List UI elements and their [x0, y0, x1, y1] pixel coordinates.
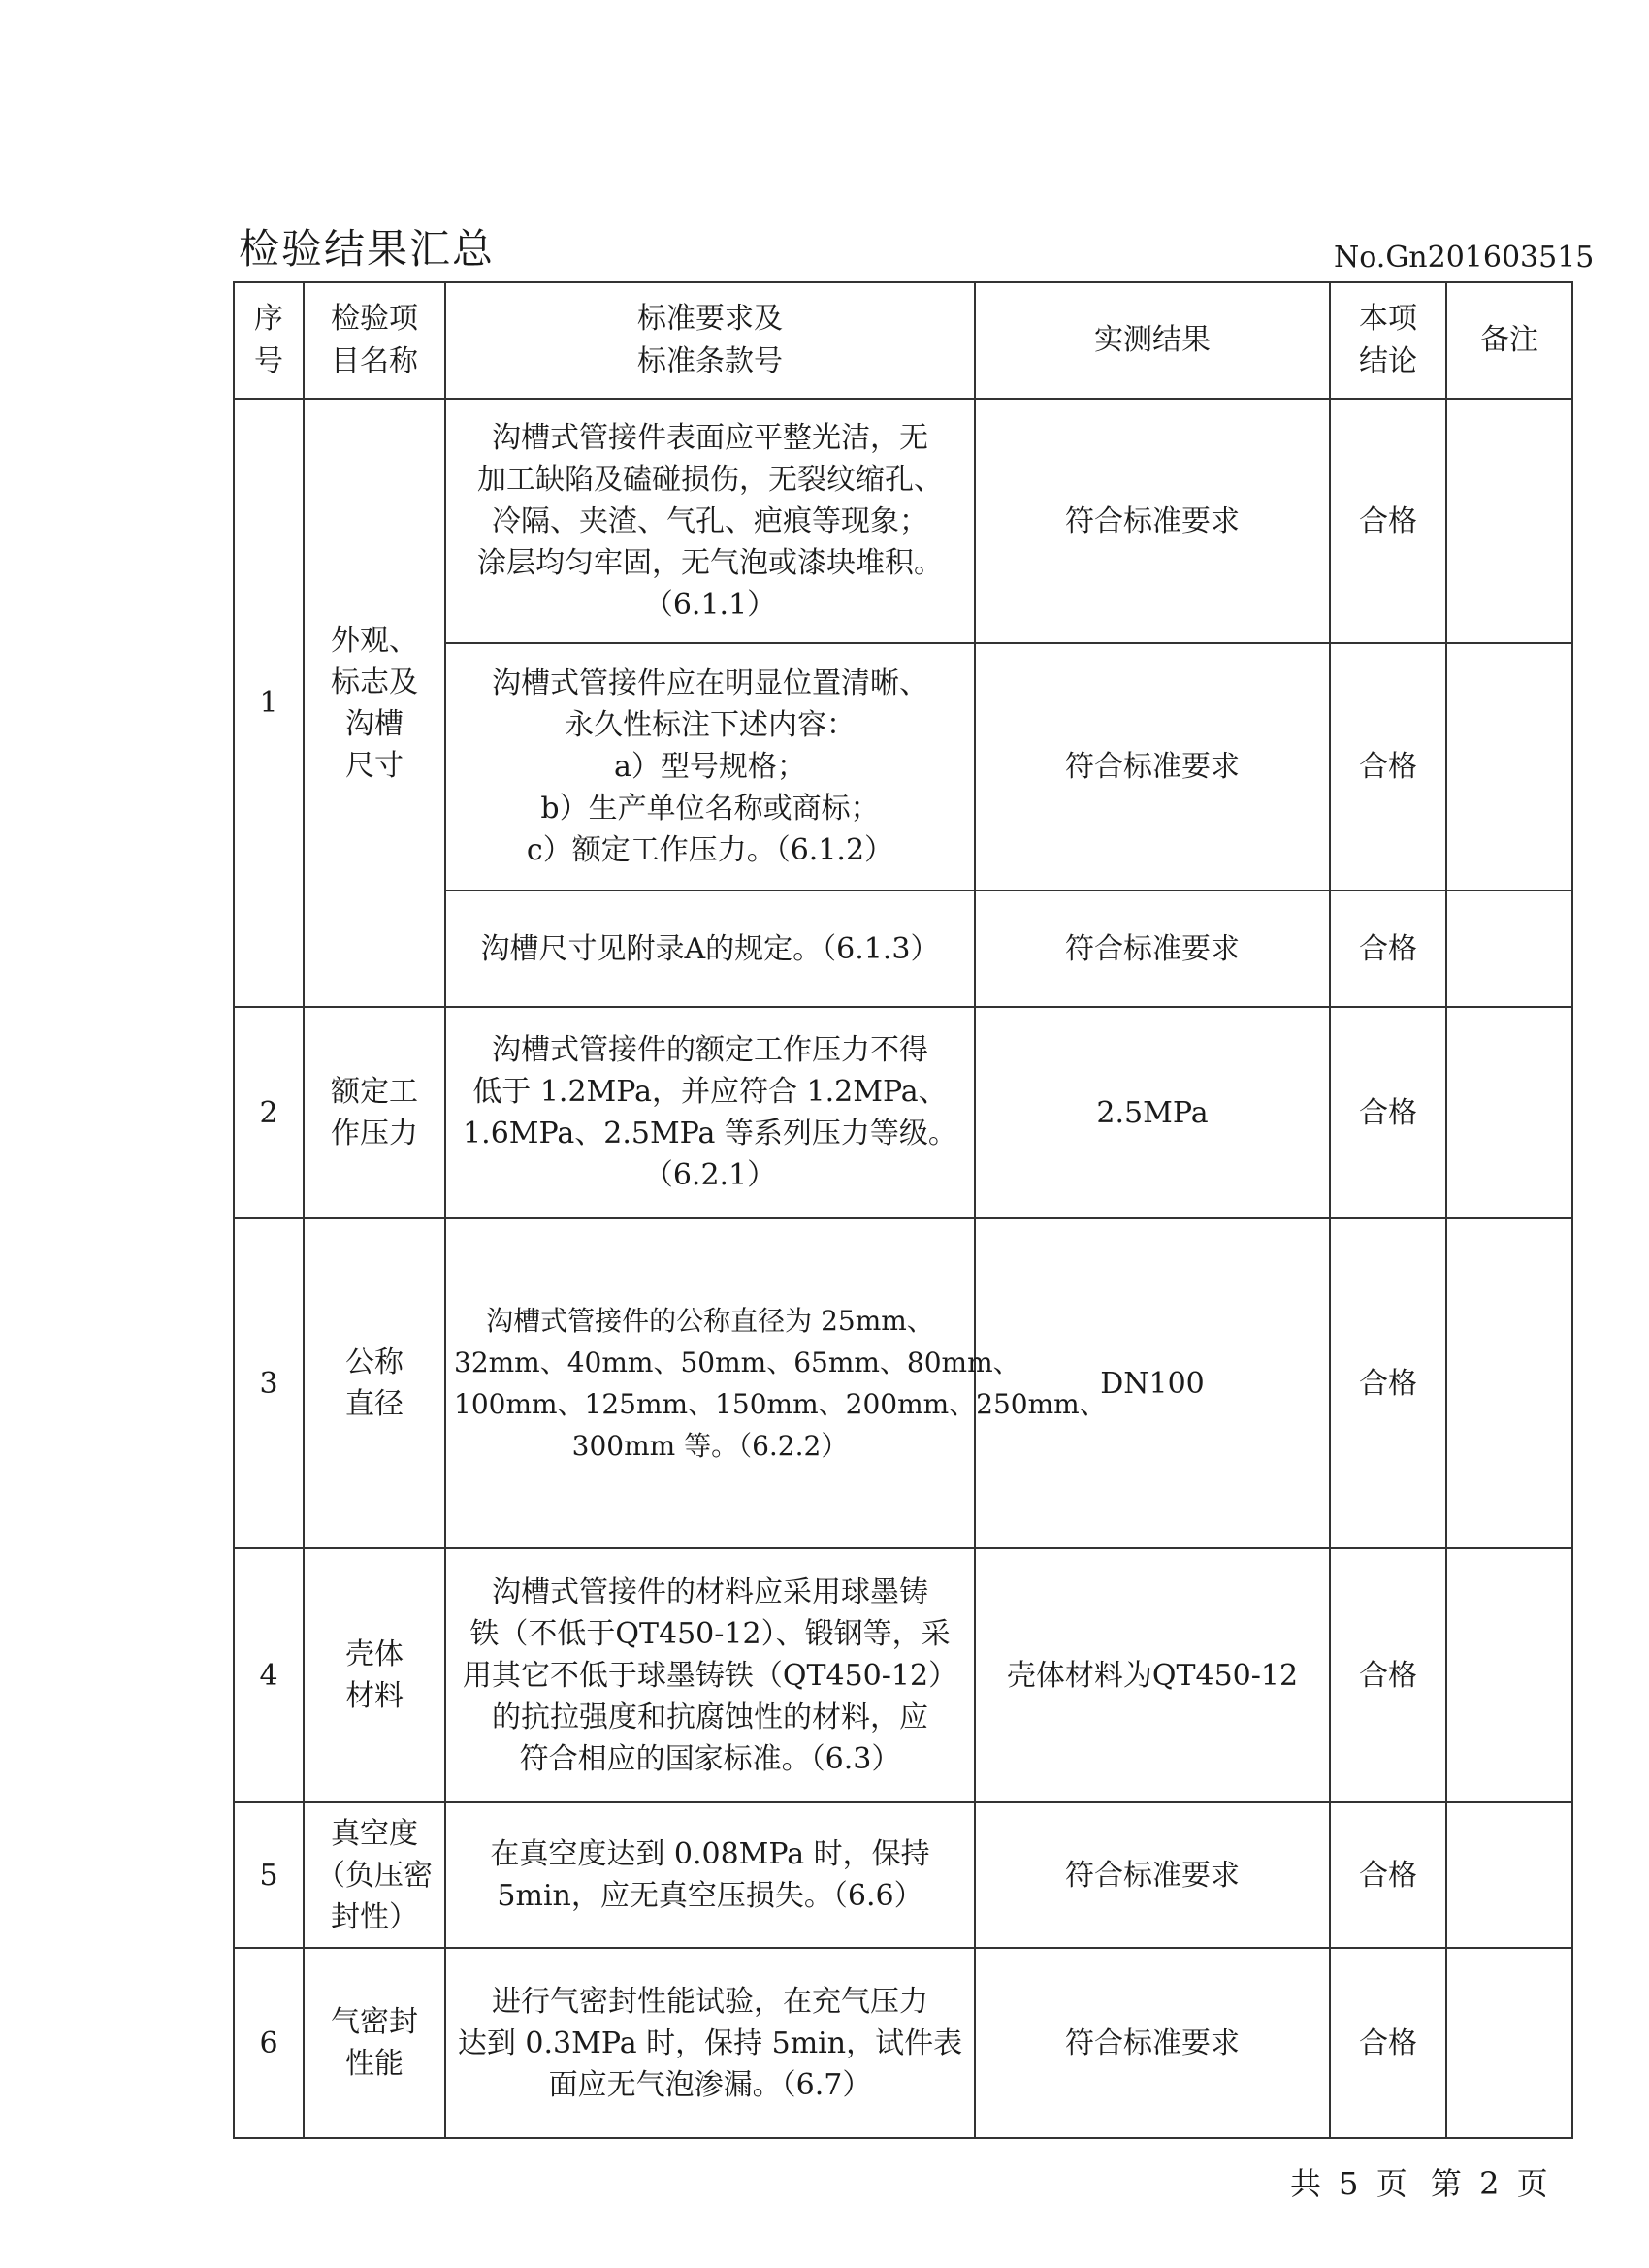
current-page: 第 2 页 — [1430, 2165, 1548, 2202]
table-row — [234, 1948, 1572, 2138]
row-item: 额定工 作压力 — [304, 1007, 445, 1218]
row-item: 壳体 材料 — [304, 1548, 445, 1802]
row-remark — [1446, 891, 1572, 1007]
row-remark — [1446, 399, 1572, 643]
header-result: 实测结果 — [975, 282, 1330, 399]
page-footer — [1290, 2159, 1554, 2204]
table-row — [234, 1218, 1572, 1548]
row-item: 真空度 （负压密 封性） — [304, 1802, 445, 1948]
row-requirement: 沟槽式管接件的材料应采用球墨铸 铁（不低于QT450-12）、锻钢等，采 用其它不低于球墨铸铁（QT450-12） 的抗拉强度和抗腐蚀性的材料，应 符合相应的国家标准。（6.3） — [445, 1548, 975, 1802]
row-seq: 5 — [234, 1802, 304, 1948]
row-seq: 2 — [234, 1007, 304, 1218]
row-requirement: 沟槽式管接件的额定工作压力不得 低于 1.2MPa，并应符合 1.2MPa、 1.6MPa、2.5MPa 等系列压力等级。 （6.2.1） — [445, 1007, 975, 1218]
row-item: 公称 直径 — [304, 1218, 445, 1548]
row-seq: 6 — [234, 1948, 304, 2138]
row-seq: 1 — [234, 399, 304, 1007]
row-seq: 4 — [234, 1548, 304, 1802]
header-conclusion: 本项 结论 — [1330, 282, 1446, 399]
row-result: DN100 — [975, 1218, 1330, 1548]
row-requirement: 沟槽式管接件应在明显位置清晰、 永久性标注下述内容： a）型号规格； b）生产单位名称或商标； c）额定工作压力。（6.1.2） — [445, 643, 975, 891]
row-result: 符合标准要求 — [975, 643, 1330, 891]
table-row — [234, 1007, 1572, 1218]
header-item: 检验项 目名称 — [304, 282, 445, 399]
inspection-results-table — [233, 281, 1573, 2139]
header-seq: 序 号 — [234, 282, 304, 399]
row-item: 气密封 性能 — [304, 1948, 445, 2138]
row-conclusion: 合格 — [1330, 1218, 1446, 1548]
row-conclusion: 合格 — [1330, 891, 1446, 1007]
row-remark — [1446, 1802, 1572, 1948]
table-row — [234, 1802, 1572, 1948]
row-result: 符合标准要求 — [975, 399, 1330, 643]
total-pages: 共 5 页 — [1290, 2165, 1407, 2202]
row-remark — [1446, 1948, 1572, 2138]
row-conclusion: 合格 — [1330, 1802, 1446, 1948]
row-result: 壳体材料为QT450-12 — [975, 1548, 1330, 1802]
row-result: 2.5MPa — [975, 1007, 1330, 1218]
table-header-row — [234, 282, 1572, 399]
row-requirement: 沟槽式管接件表面应平整光洁，无 加工缺陷及磕碰损伤，无裂纹缩孔、 冷隔、夹渣、气孔、疤痕等现象； 涂层均匀牢固，无气泡或漆块堆积。 （6.1.1） — [445, 399, 975, 643]
row-conclusion: 合格 — [1330, 643, 1446, 891]
row-remark — [1446, 643, 1572, 891]
row-remark — [1446, 1007, 1572, 1218]
report-number: No.Gn201603515 — [1334, 241, 1595, 275]
row-requirement: 在真空度达到 0.08MPa 时，保持 5min，应无真空压损失。（6.6） — [445, 1802, 975, 1948]
row-result: 符合标准要求 — [975, 1948, 1330, 2138]
row-conclusion: 合格 — [1330, 1548, 1446, 1802]
row-conclusion: 合格 — [1330, 1948, 1446, 2138]
row-result: 符合标准要求 — [975, 1802, 1330, 1948]
table-row — [234, 399, 1572, 643]
row-remark — [1446, 1218, 1572, 1548]
header-remark: 备注 — [1446, 282, 1572, 399]
row-conclusion: 合格 — [1330, 1007, 1446, 1218]
row-conclusion: 合格 — [1330, 399, 1446, 643]
row-requirement: 沟槽尺寸见附录A的规定。（6.1.3） — [445, 891, 975, 1007]
report-title: 检验结果汇总 — [239, 225, 496, 273]
row-requirement: 进行气密封性能试验，在充气压力 达到 0.3MPa 时，保持 5min，试件表 面应无气泡渗漏。（6.7） — [445, 1948, 975, 2138]
header-standard: 标准要求及 标准条款号 — [445, 282, 975, 399]
row-requirement: 沟槽式管接件的公称直径为 25mm、 32mm、40mm、50mm、65mm、80mm、 100mm、125mm、150mm、200mm、250mm、 300mm 等。（6.2.2） — [445, 1218, 975, 1548]
table-row — [234, 1548, 1572, 1802]
row-result: 符合标准要求 — [975, 891, 1330, 1007]
row-item: 外观、 标志及 沟槽 尺寸 — [304, 399, 445, 1007]
row-remark — [1446, 1548, 1572, 1802]
row-seq: 3 — [234, 1218, 304, 1548]
